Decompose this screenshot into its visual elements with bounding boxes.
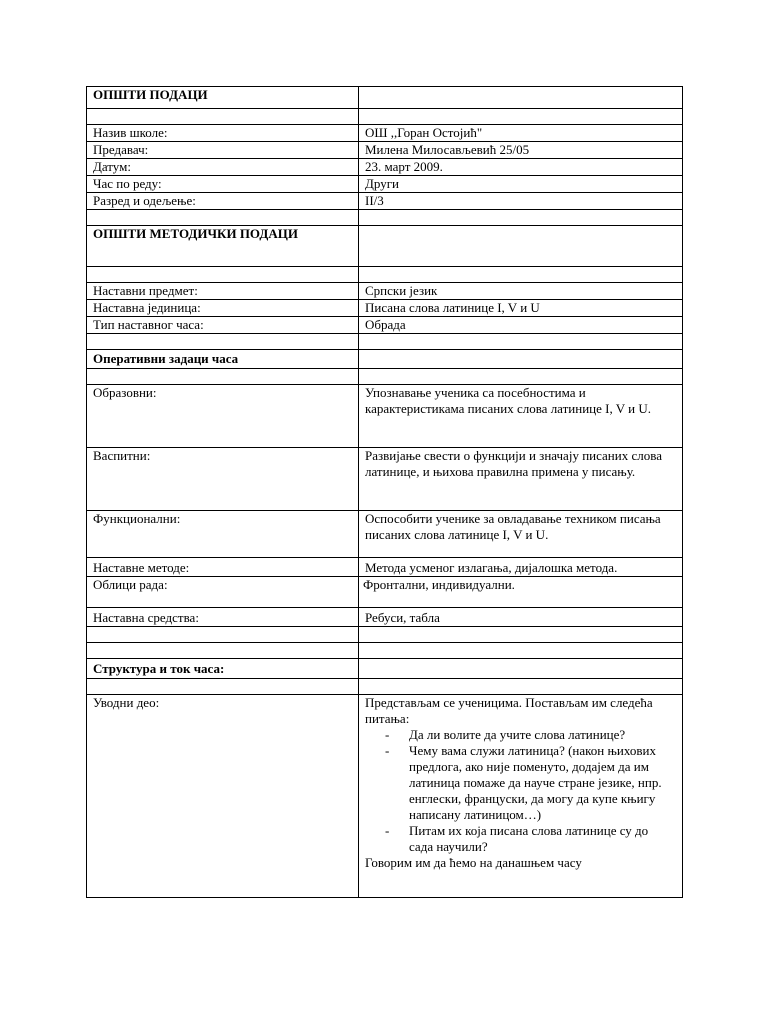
field-value: Српски језик xyxy=(359,283,683,300)
list-item xyxy=(385,727,674,743)
spacer-row xyxy=(87,679,683,695)
field-value: 23. март 2009. xyxy=(359,159,683,176)
question-text: Да ли волите да учите слова латинице? xyxy=(409,727,626,742)
field-value: Обрада xyxy=(359,317,683,334)
field-label: Разред и одељење: xyxy=(87,193,359,210)
field-value: Други xyxy=(359,176,683,193)
field-label: Тип наставног часа: xyxy=(87,317,359,334)
dash-bullet: - xyxy=(385,823,390,838)
task-label: Функционални: xyxy=(87,511,359,558)
empty-cell xyxy=(359,226,683,267)
spacer-row xyxy=(87,334,683,350)
section-header-row xyxy=(87,659,683,679)
dash-bullet: - xyxy=(385,727,390,742)
field-value: Ребуси, табла xyxy=(359,608,683,627)
list-item xyxy=(385,823,674,855)
spacer-row xyxy=(87,369,683,385)
empty-cell xyxy=(87,627,359,643)
spacer-row xyxy=(87,109,683,125)
empty-cell xyxy=(87,369,359,385)
section-header-row xyxy=(87,350,683,369)
section-header-row xyxy=(87,87,683,109)
empty-cell xyxy=(359,643,683,659)
spacer-row xyxy=(87,627,683,643)
field-label: Облици рада: xyxy=(87,577,359,608)
task-row-functional xyxy=(87,511,683,558)
empty-cell xyxy=(359,679,683,695)
empty-cell xyxy=(359,267,683,283)
field-row-class xyxy=(87,193,683,210)
empty-cell xyxy=(359,659,683,679)
field-row-subject xyxy=(87,283,683,300)
empty-cell xyxy=(87,679,359,695)
field-row-date xyxy=(87,159,683,176)
dash-bullet: - xyxy=(385,743,390,758)
field-row-teacher xyxy=(87,142,683,159)
empty-cell xyxy=(359,87,683,109)
field-label: Час по реду: xyxy=(87,176,359,193)
spacer-row xyxy=(87,210,683,226)
field-row-methods xyxy=(87,558,683,577)
field-value: Метода усменог излагања, дијалошка метода. xyxy=(359,558,683,577)
task-label: Васпитни: xyxy=(87,448,359,511)
intro-text: Представљам се ученицима. Постављам им следећа питања: xyxy=(365,695,653,726)
task-label: Образовни: xyxy=(87,385,359,448)
spacer-row xyxy=(87,643,683,659)
empty-cell xyxy=(87,267,359,283)
section-header-row xyxy=(87,226,683,267)
field-value: II/3 xyxy=(359,193,683,210)
task-value: Развијање свести о функцији и значају писаних слова латинице, и њихова правилна примена у писању. xyxy=(359,448,683,511)
field-row-teaching-aids xyxy=(87,608,683,627)
question-text: Чему вама служи латиница? (након њихових предлога, ако није поменуто, додајем да им латиница помаже да науче стране језике, нпр. енглески, француски, да могу да купе књигу написану латиницом…) xyxy=(409,743,662,822)
field-label: Наставна јединица: xyxy=(87,300,359,317)
task-value: Упознавање ученика са посебностима и карактеристикама писаних слова латинице I, V и U. xyxy=(359,385,683,448)
closing-text: Говорим им да ћемо на данашњем часу xyxy=(365,855,582,870)
methodical-heading: ОПШТИ МЕТОДИЧКИ ПОДАЦИ xyxy=(87,226,359,267)
task-value: Оспособити ученике за овладавање техником писања писаних слова латинице I, V и U. xyxy=(359,511,683,558)
list-item xyxy=(385,743,674,823)
lesson-plan-table xyxy=(86,86,683,898)
field-value: ОШ ,,Горан Остојић" xyxy=(359,125,683,142)
empty-cell xyxy=(359,334,683,350)
field-label: Наставне методе: xyxy=(87,558,359,577)
spacer-row xyxy=(87,267,683,283)
empty-cell xyxy=(87,334,359,350)
field-label: Наставни предмет: xyxy=(87,283,359,300)
empty-cell xyxy=(87,109,359,125)
field-row-type xyxy=(87,317,683,334)
structure-heading: Структура и ток часа: xyxy=(87,659,359,679)
field-label: Датум: xyxy=(87,159,359,176)
task-row-educational xyxy=(87,385,683,448)
empty-cell xyxy=(359,109,683,125)
tasks-heading: Оперативни задаци часа xyxy=(87,350,359,369)
field-row-work-forms xyxy=(87,577,683,608)
empty-cell xyxy=(359,350,683,369)
empty-cell xyxy=(87,643,359,659)
field-label: Назив школе: xyxy=(87,125,359,142)
empty-cell xyxy=(359,210,683,226)
field-label: Наставна средства: xyxy=(87,608,359,627)
field-row-school xyxy=(87,125,683,142)
empty-cell xyxy=(359,369,683,385)
field-row-unit xyxy=(87,300,683,317)
task-row-upbringing xyxy=(87,448,683,511)
intro-label: Уводни део: xyxy=(87,695,359,898)
field-value: Фронтални, индивидуални. xyxy=(359,577,683,608)
field-row-lesson-number xyxy=(87,176,683,193)
empty-cell xyxy=(87,210,359,226)
field-value: Писана слова латинице I, V и U xyxy=(359,300,683,317)
field-label: Предавач: xyxy=(87,142,359,159)
intro-row xyxy=(87,695,683,898)
general-heading: ОПШТИ ПОДАЦИ xyxy=(87,87,359,109)
intro-content xyxy=(359,695,683,898)
empty-cell xyxy=(359,627,683,643)
question-text: Питам их која писана слова латинице су до сада научили? xyxy=(409,823,649,854)
field-value: Милена Милосављевић 25/05 xyxy=(359,142,683,159)
question-list xyxy=(365,727,674,855)
